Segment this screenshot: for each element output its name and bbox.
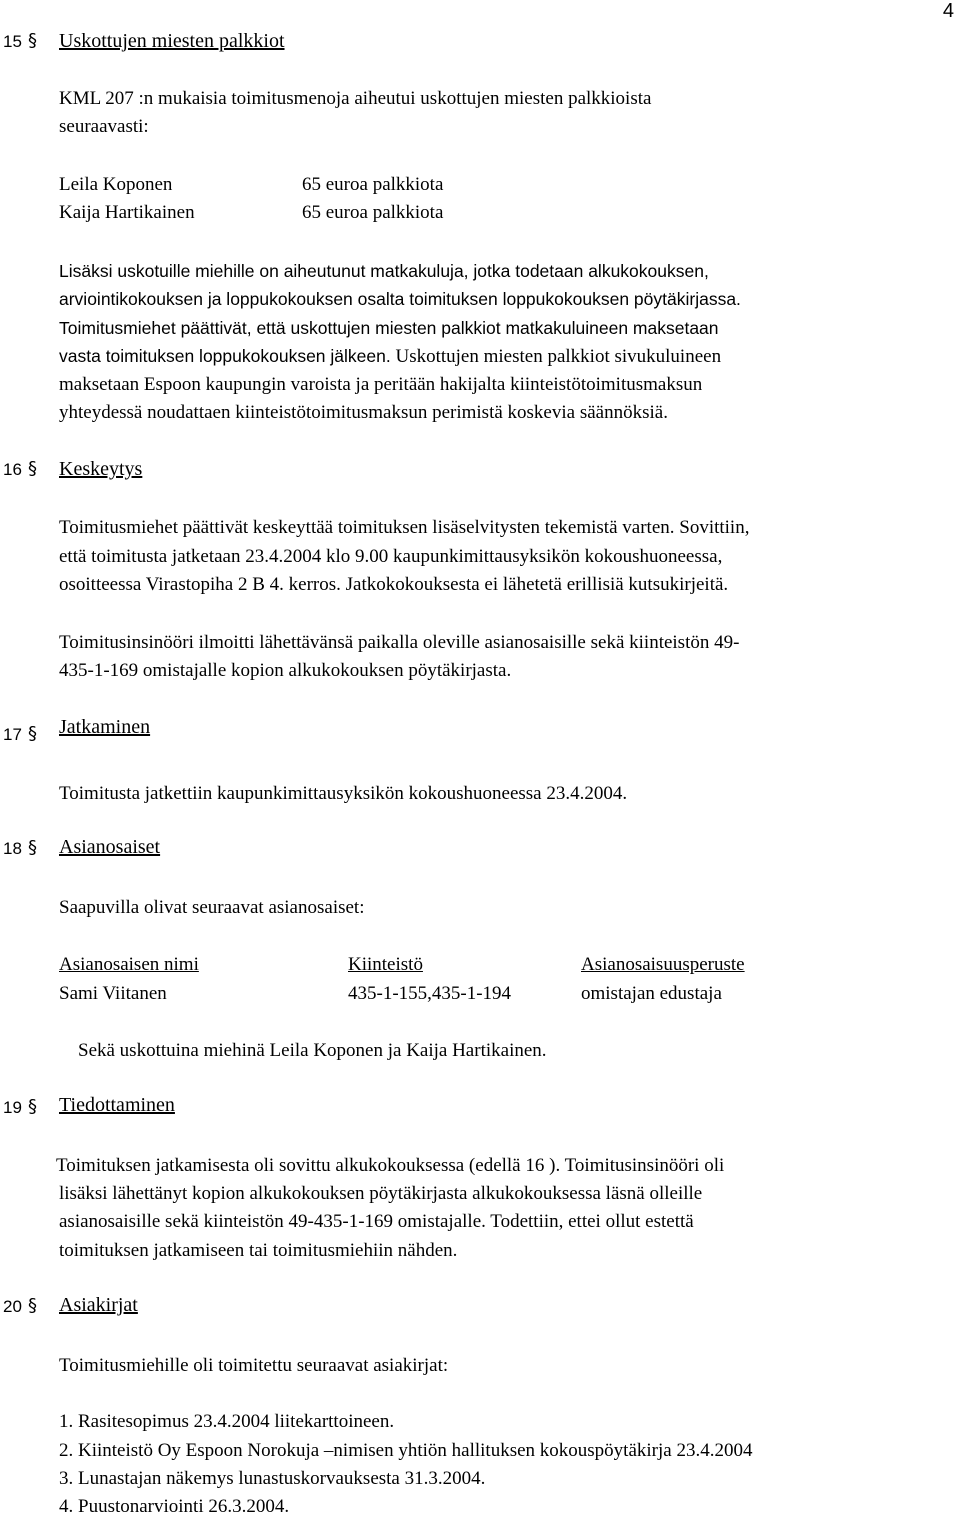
list-item: 1. Rasitesopimus 23.4.2004 liitekarttoineen. bbox=[59, 1411, 395, 1432]
text-line-wrap bbox=[59, 342, 721, 371]
text-segment: Uskottujen miesten palkkiot sivukuluineen bbox=[390, 346, 722, 367]
section-title: Jatkaminen bbox=[59, 716, 151, 738]
section-title: Asianosaiset bbox=[59, 836, 161, 858]
section-number: 18 bbox=[3, 839, 22, 858]
section-title: Asiakirjat bbox=[59, 1294, 138, 1316]
section-sign-icon: § bbox=[28, 458, 37, 479]
section-number: 15 bbox=[3, 32, 22, 51]
section-sign-icon: § bbox=[28, 837, 37, 858]
text-line: osoitteessa Virastopiha 2 B 4. kerros. Jatkokokouksesta ei lähetetä erillisiä kutsukirjeitä. bbox=[59, 574, 729, 595]
section-number: 20 bbox=[3, 1297, 22, 1316]
page-number: 4 bbox=[942, 0, 954, 22]
text-line: maksetaan Espoon kaupungin varoista ja peritään hakijalta kiinteistötoimitusmaksun bbox=[59, 374, 703, 395]
text-line: Sekä uskottuina miehinä Leila Koponen ja Kaija Hartikainen. bbox=[78, 1040, 547, 1061]
table-header: Asianosaisen nimi bbox=[59, 954, 199, 975]
text-line: seuraavasti: bbox=[59, 116, 149, 137]
text-line: yhteydessä noudattaen kiinteistötoimitusmaksun perimistä koskevia säännöksiä. bbox=[59, 402, 668, 423]
fee-name: Kaija Hartikainen bbox=[59, 202, 195, 223]
table-cell: Sami Viitanen bbox=[59, 983, 167, 1004]
section-number: 17 bbox=[3, 725, 22, 744]
text-line: Toimitusinsinööri ilmoitti lähettävänsä paikalla oleville asianosaisille sekä kiinteistön 49- bbox=[59, 632, 740, 653]
text-line: asianosaisille sekä kiinteistön 49-435-1-169 omistajalle. Todettiin, ettei ollut estettä bbox=[59, 1211, 694, 1232]
text-line: Toimituksen jatkamisesta oli sovittu alkukokouksessa (edellä 16 ). Toimitusinsinööri oli bbox=[56, 1155, 725, 1176]
list-item: 4. Puustonarviointi 26.3.2004. bbox=[59, 1496, 290, 1517]
section-title: Keskeytys bbox=[59, 458, 143, 480]
text-line: KML 207 :n mukaisia toimitusmenoja aiheutui uskottujen miesten palkkioista bbox=[59, 88, 652, 109]
fee-name: Leila Koponen bbox=[59, 174, 173, 195]
section-sign-icon: § bbox=[28, 30, 37, 51]
section-title: Uskottujen miesten palkkiot bbox=[59, 30, 285, 52]
text-line: arviointikokouksen ja loppukokouksen osalta toimituksen loppukokouksen pöytäkirjassa. bbox=[59, 289, 741, 309]
section-number: 16 bbox=[3, 460, 22, 479]
text-line: Toimitusmiehet päättivät keskeyttää toimituksen lisäselvitysten tekemistä varten. Sovittiin, bbox=[59, 517, 750, 538]
text-line: Toimitusmiehet päättivät, että uskottujen miesten palkkiot matkakuluineen maksetaan bbox=[59, 318, 719, 338]
section-sign-icon: § bbox=[28, 1096, 37, 1117]
section-sign-icon: § bbox=[28, 723, 37, 744]
text-line: lisäksi lähettänyt kopion alkukokouksen pöytäkirjasta alkukokouksessa läsnä olleille bbox=[59, 1183, 703, 1204]
text-line: toimituksen jatkamiseen tai toimitusmiehiin nähden. bbox=[59, 1240, 458, 1261]
text-line: Toimitusta jatkettiin kaupunkimittausyksikön kokoushuoneessa 23.4.2004. bbox=[59, 783, 628, 804]
fee-amount: 65 euroa palkkiota bbox=[302, 202, 444, 223]
table-cell: 435-1-155,435-1-194 bbox=[348, 983, 512, 1004]
list-item: 3. Lunastajan näkemys lunastuskorvauksesta 31.3.2004. bbox=[59, 1468, 486, 1489]
text-line: Toimitusmiehille oli toimitettu seuraavat asiakirjat: bbox=[59, 1355, 449, 1376]
text-segment: vasta toimituksen loppukokouksen jälkeen. bbox=[59, 346, 391, 366]
text-line: 435-1-169 omistajalle kopion alkukokouksen pöytäkirjasta. bbox=[59, 660, 512, 681]
text-line: että toimitusta jatketaan 23.4.2004 klo 9.00 kaupunkimittausyksikön kokoushuoneessa, bbox=[59, 546, 723, 567]
section-number: 19 bbox=[3, 1098, 22, 1117]
text-line: Saapuvilla olivat seuraavat asianosaiset: bbox=[59, 897, 365, 918]
text-line: Lisäksi uskotuille miehille on aiheutunut matkakuluja, jotka todetaan alkukokouksen, bbox=[59, 261, 709, 281]
table-header: Asianosaisuusperuste bbox=[581, 954, 745, 975]
list-item: 2. Kiinteistö Oy Espoon Norokuja –nimisen yhtiön hallituksen kokouspöytäkirja 23.4.2004 bbox=[59, 1440, 753, 1461]
table-header: Kiinteistö bbox=[348, 954, 423, 975]
section-title: Tiedottaminen bbox=[59, 1094, 175, 1116]
table-cell: omistajan edustaja bbox=[581, 983, 722, 1004]
fee-amount: 65 euroa palkkiota bbox=[302, 174, 444, 195]
section-sign-icon: § bbox=[28, 1295, 37, 1316]
